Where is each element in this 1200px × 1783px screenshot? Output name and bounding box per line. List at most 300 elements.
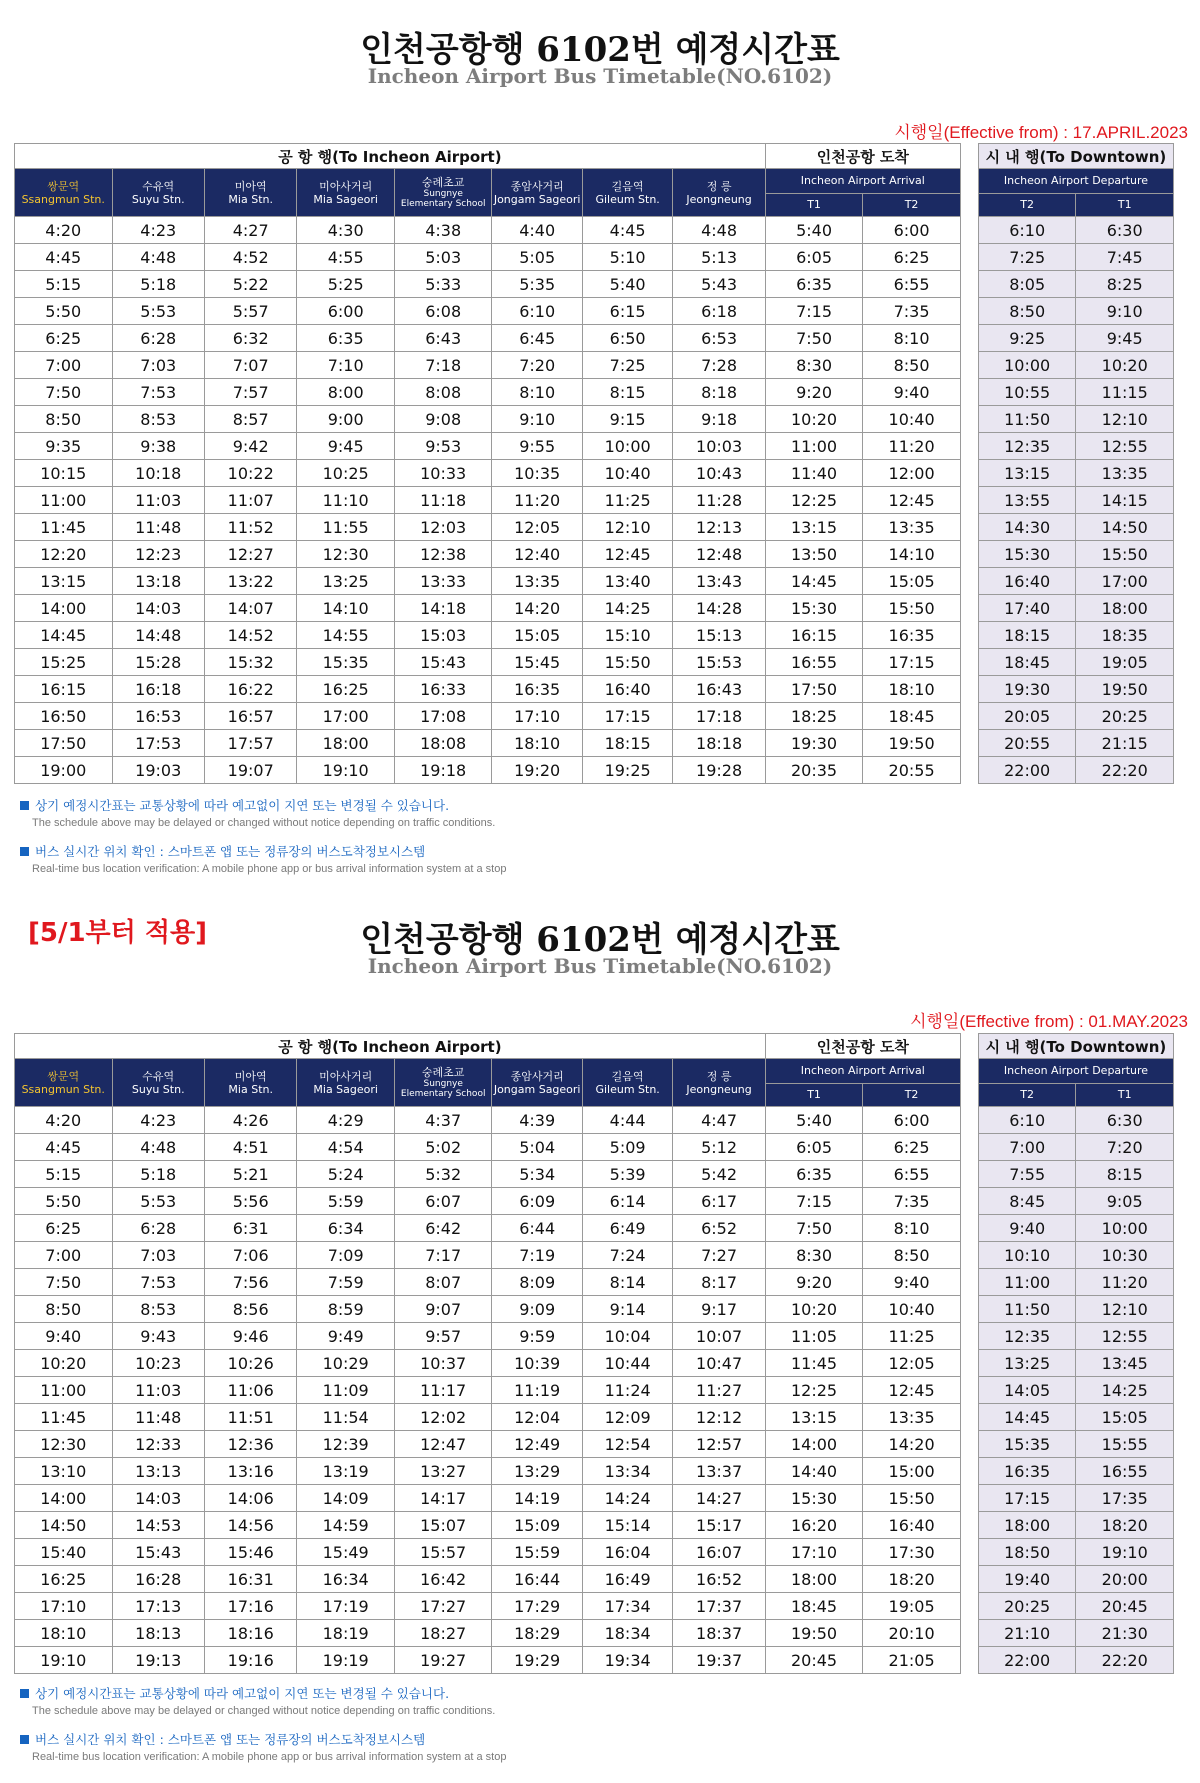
time-cell: 15:13 — [673, 622, 765, 649]
time-cell: 18:20 — [863, 1566, 961, 1593]
time-cell: 20:45 — [1076, 1593, 1174, 1620]
note-delay — [20, 796, 449, 814]
table-gap — [960, 144, 978, 784]
time-cell: 6:35 — [297, 325, 395, 352]
time-cell: 16:35 — [978, 1458, 1076, 1485]
time-cell: 8:53 — [112, 1296, 204, 1323]
note-realtime-ko: 버스 실시간 위치 확인 : 스마트폰 앱 또는 정류장의 버스도착정보시스템 — [35, 1732, 426, 1747]
time-cell: 10:20 — [15, 1350, 113, 1377]
time-cell: 11:03 — [112, 1377, 204, 1404]
time-cell: 15:03 — [394, 622, 492, 649]
time-cell: 11:18 — [394, 487, 492, 514]
time-cell: 19:25 — [582, 757, 672, 784]
time-cell: 6:52 — [673, 1215, 765, 1242]
time-cell: 9:55 — [492, 433, 582, 460]
stop-header — [582, 1059, 672, 1107]
time-cell: 5:40 — [765, 1107, 863, 1134]
time-cell: 18:20 — [1076, 1512, 1174, 1539]
time-cell: 18:00 — [297, 730, 395, 757]
time-cell: 6:55 — [863, 271, 961, 298]
time-cell: 9:45 — [297, 433, 395, 460]
time-cell: 18:45 — [765, 1593, 863, 1620]
time-cell: 10:20 — [765, 406, 863, 433]
time-cell: 8:08 — [394, 379, 492, 406]
time-cell: 4:40 — [492, 217, 582, 244]
terminal-header: T2 — [978, 1083, 1076, 1107]
time-cell: 6:32 — [204, 325, 296, 352]
time-cell: 9:57 — [394, 1323, 492, 1350]
time-cell: 4:29 — [297, 1107, 395, 1134]
time-cell: 11:27 — [673, 1377, 765, 1404]
time-cell: 13:55 — [978, 487, 1076, 514]
time-cell: 8:10 — [863, 1215, 961, 1242]
time-cell: 6:50 — [582, 325, 672, 352]
time-cell: 5:10 — [582, 244, 672, 271]
time-cell: 9:10 — [492, 406, 582, 433]
time-cell: 8:05 — [978, 271, 1076, 298]
time-cell: 16:25 — [297, 676, 395, 703]
time-cell: 9:35 — [15, 433, 113, 460]
time-cell: 20:25 — [1076, 703, 1174, 730]
time-cell: 18:10 — [15, 1620, 113, 1647]
time-cell: 17:50 — [765, 676, 863, 703]
time-cell: 16:40 — [863, 1512, 961, 1539]
time-cell: 8:15 — [582, 379, 672, 406]
table-row — [15, 1539, 1174, 1566]
time-cell: 12:00 — [863, 460, 961, 487]
time-cell: 9:15 — [582, 406, 672, 433]
time-cell: 6:31 — [204, 1215, 296, 1242]
table-row — [15, 1593, 1174, 1620]
time-cell: 18:18 — [673, 730, 765, 757]
table-row — [15, 1215, 1174, 1242]
time-cell: 11:00 — [978, 1269, 1076, 1296]
time-cell: 18:00 — [765, 1566, 863, 1593]
time-cell: 19:07 — [204, 757, 296, 784]
stop-name-en: Suyu Stn. — [131, 1082, 185, 1096]
time-cell: 16:22 — [204, 676, 296, 703]
time-cell: 6:05 — [765, 244, 863, 271]
time-cell: 13:16 — [204, 1458, 296, 1485]
time-cell: 12:27 — [204, 541, 296, 568]
time-cell: 12:55 — [1076, 433, 1174, 460]
time-cell: 13:45 — [1076, 1350, 1174, 1377]
time-cell: 9:25 — [978, 325, 1076, 352]
stop-name-ko: 종암사거리 — [510, 1069, 564, 1083]
time-cell: 11:50 — [978, 406, 1076, 433]
time-cell: 17:15 — [978, 1485, 1076, 1512]
table-row — [15, 595, 1174, 622]
time-cell: 9:45 — [1076, 325, 1174, 352]
time-cell: 5:15 — [15, 1161, 113, 1188]
stop-header — [582, 169, 672, 217]
time-cell: 17:37 — [673, 1593, 765, 1620]
time-cell: 20:55 — [863, 757, 961, 784]
time-cell: 18:19 — [297, 1620, 395, 1647]
time-cell: 10:20 — [765, 1296, 863, 1323]
time-cell: 10:43 — [673, 460, 765, 487]
time-cell: 4:48 — [112, 244, 204, 271]
time-cell: 18:13 — [112, 1620, 204, 1647]
time-cell: 20:10 — [863, 1620, 961, 1647]
stop-header — [204, 1059, 296, 1107]
time-cell: 6:55 — [863, 1161, 961, 1188]
time-cell: 14:56 — [204, 1512, 296, 1539]
time-cell: 5:12 — [673, 1134, 765, 1161]
time-cell: 14:20 — [863, 1431, 961, 1458]
time-cell: 19:50 — [765, 1620, 863, 1647]
square-bullet-icon — [20, 801, 29, 810]
time-cell: 6:45 — [492, 325, 582, 352]
time-cell: 5:09 — [582, 1134, 672, 1161]
time-cell: 10:22 — [204, 460, 296, 487]
time-cell: 8:00 — [297, 379, 395, 406]
time-cell: 7:27 — [673, 1242, 765, 1269]
time-cell: 19:20 — [492, 757, 582, 784]
time-cell: 5:15 — [15, 271, 113, 298]
time-cell: 6:07 — [394, 1188, 492, 1215]
time-cell: 19:19 — [297, 1647, 395, 1674]
time-cell: 14:00 — [15, 1485, 113, 1512]
stop-name-ko: 종암사거리 — [510, 179, 564, 193]
time-cell: 6:08 — [394, 298, 492, 325]
time-cell: 5:22 — [204, 271, 296, 298]
time-cell: 14:03 — [112, 595, 204, 622]
time-cell: 15:49 — [297, 1539, 395, 1566]
time-cell: 7:57 — [204, 379, 296, 406]
time-cell: 17:19 — [297, 1593, 395, 1620]
time-cell: 5:05 — [492, 244, 582, 271]
time-cell: 13:35 — [492, 568, 582, 595]
time-cell: 5:53 — [112, 1188, 204, 1215]
table-row — [15, 298, 1174, 325]
time-cell: 15:10 — [582, 622, 672, 649]
time-cell: 7:35 — [863, 1188, 961, 1215]
time-cell: 7:59 — [297, 1269, 395, 1296]
time-cell: 18:29 — [492, 1620, 582, 1647]
time-cell: 4:23 — [112, 1107, 204, 1134]
time-cell: 12:25 — [765, 487, 863, 514]
time-cell: 6:25 — [15, 1215, 113, 1242]
time-cell: 15:05 — [863, 568, 961, 595]
time-cell: 14:25 — [1076, 1377, 1174, 1404]
stop-name-ko: 미아역 — [234, 179, 267, 193]
time-cell: 7:45 — [1076, 244, 1174, 271]
time-cell: 6:00 — [863, 1107, 961, 1134]
time-cell: 4:39 — [492, 1107, 582, 1134]
stop-name-en: Jongam Sageori — [493, 1082, 581, 1096]
time-cell: 8:14 — [582, 1269, 672, 1296]
time-cell: 15:50 — [582, 649, 672, 676]
table-row — [15, 622, 1174, 649]
time-cell: 12:05 — [492, 514, 582, 541]
note-delay-en: The schedule above may be delayed or changed without notice depending on traffic conditions. — [32, 1705, 496, 1717]
time-cell: 13:37 — [673, 1458, 765, 1485]
stop-header — [394, 169, 492, 217]
table-row — [15, 1161, 1174, 1188]
timetable-subtitle: Incheon Airport Bus Timetable(NO.6102) — [367, 64, 833, 88]
time-cell: 22:00 — [978, 757, 1076, 784]
time-cell: 19:50 — [1076, 676, 1174, 703]
time-cell: 11:54 — [297, 1404, 395, 1431]
terminal-header: T2 — [863, 1083, 961, 1107]
time-cell: 19:10 — [15, 1647, 113, 1674]
time-cell: 11:19 — [492, 1377, 582, 1404]
table-row — [15, 433, 1174, 460]
time-cell: 17:08 — [394, 703, 492, 730]
time-cell: 15:35 — [978, 1431, 1076, 1458]
time-cell: 4:48 — [112, 1134, 204, 1161]
note-realtime-en: Real-time bus location verification: A mobile phone app or bus arrival information system at a stop — [32, 1751, 507, 1763]
terminal-header: T1 — [1076, 1083, 1174, 1107]
time-cell: 14:17 — [394, 1485, 492, 1512]
note-delay — [20, 1684, 449, 1702]
time-cell: 15:17 — [673, 1512, 765, 1539]
time-cell: 18:27 — [394, 1620, 492, 1647]
time-cell: 6:44 — [492, 1215, 582, 1242]
stop-name-en: Sungnye — [423, 1079, 463, 1089]
time-cell: 11:17 — [394, 1377, 492, 1404]
time-cell: 12:45 — [582, 541, 672, 568]
table-row — [15, 1107, 1174, 1134]
time-cell: 4:26 — [204, 1107, 296, 1134]
stop-name-ko: 수유역 — [142, 179, 175, 193]
note-realtime — [20, 842, 425, 860]
time-cell: 14:07 — [204, 595, 296, 622]
time-cell: 12:02 — [394, 1404, 492, 1431]
time-cell: 8:25 — [1076, 271, 1174, 298]
time-cell: 5:25 — [297, 271, 395, 298]
time-cell: 9:20 — [765, 379, 863, 406]
time-cell: 19:18 — [394, 757, 492, 784]
time-cell: 4:45 — [15, 1134, 113, 1161]
time-cell: 7:15 — [765, 298, 863, 325]
time-cell: 15:50 — [1076, 541, 1174, 568]
time-cell: 15:30 — [978, 541, 1076, 568]
time-cell: 16:57 — [204, 703, 296, 730]
time-cell: 13:29 — [492, 1458, 582, 1485]
table-row — [15, 649, 1174, 676]
time-cell: 7:00 — [15, 1242, 113, 1269]
time-cell: 4:54 — [297, 1134, 395, 1161]
time-cell: 15:53 — [673, 649, 765, 676]
time-cell: 16:04 — [582, 1539, 672, 1566]
time-cell: 20:55 — [978, 730, 1076, 757]
time-cell: 9:38 — [112, 433, 204, 460]
time-cell: 7:53 — [112, 379, 204, 406]
time-cell: 14:20 — [492, 595, 582, 622]
time-cell: 8:56 — [204, 1296, 296, 1323]
time-cell: 14:45 — [978, 1404, 1076, 1431]
table-gap — [960, 1034, 978, 1674]
table-row — [15, 487, 1174, 514]
timetable-title: 인천공항행 6102번 예정시간표 — [360, 920, 840, 960]
table-row — [15, 514, 1174, 541]
stop-name-ko: 길음역 — [611, 1069, 644, 1083]
time-cell: 6:00 — [863, 217, 961, 244]
stop-name-ko: 숭례초교 — [421, 176, 465, 189]
table-row — [15, 541, 1174, 568]
time-cell: 18:35 — [1076, 622, 1174, 649]
time-cell: 9:18 — [673, 406, 765, 433]
table-row — [15, 676, 1174, 703]
time-cell: 5:21 — [204, 1161, 296, 1188]
time-cell: 17:34 — [582, 1593, 672, 1620]
table-row — [15, 568, 1174, 595]
time-cell: 10:47 — [673, 1350, 765, 1377]
time-cell: 6:30 — [1076, 1107, 1174, 1134]
note-realtime — [20, 1730, 425, 1748]
time-cell: 7:17 — [394, 1242, 492, 1269]
time-cell: 5:34 — [492, 1161, 582, 1188]
caption-airport-arrival: 인천공항 도착 — [765, 1034, 960, 1059]
time-cell: 15:32 — [204, 649, 296, 676]
time-cell: 7:09 — [297, 1242, 395, 1269]
time-cell: 14:09 — [297, 1485, 395, 1512]
time-cell: 16:35 — [492, 676, 582, 703]
time-cell: 9:40 — [15, 1323, 113, 1350]
table-row — [15, 460, 1174, 487]
time-cell: 17:30 — [863, 1539, 961, 1566]
table-row — [15, 1323, 1174, 1350]
time-cell: 14:45 — [765, 568, 863, 595]
time-cell: 4:45 — [15, 244, 113, 271]
time-cell: 6:10 — [492, 298, 582, 325]
time-cell: 19:10 — [1076, 1539, 1174, 1566]
time-cell: 12:54 — [582, 1431, 672, 1458]
time-cell: 10:00 — [1076, 1215, 1174, 1242]
time-cell: 12:25 — [765, 1377, 863, 1404]
time-cell: 17:18 — [673, 703, 765, 730]
time-cell: 6:15 — [582, 298, 672, 325]
time-cell: 15:43 — [112, 1539, 204, 1566]
time-cell: 16:31 — [204, 1566, 296, 1593]
time-cell: 11:03 — [112, 487, 204, 514]
time-cell: 22:20 — [1076, 1647, 1174, 1674]
time-cell: 16:20 — [765, 1512, 863, 1539]
stop-name-ko: 수유역 — [142, 1069, 175, 1083]
time-cell: 5:39 — [582, 1161, 672, 1188]
note-realtime-ko: 버스 실시간 위치 확인 : 스마트폰 앱 또는 정류장의 버스도착정보시스템 — [35, 844, 426, 859]
time-cell: 16:18 — [112, 676, 204, 703]
time-cell: 13:15 — [978, 460, 1076, 487]
time-cell: 5:04 — [492, 1134, 582, 1161]
table-row — [15, 271, 1174, 298]
time-cell: 7:28 — [673, 352, 765, 379]
time-cell: 13:43 — [673, 568, 765, 595]
table-row — [15, 1431, 1174, 1458]
arrival-subheader: Incheon Airport Arrival — [765, 1059, 960, 1084]
time-cell: 14:10 — [863, 541, 961, 568]
time-cell: 6:25 — [863, 1134, 961, 1161]
time-cell: 7:19 — [492, 1242, 582, 1269]
table-row — [15, 1377, 1174, 1404]
time-cell: 9:42 — [204, 433, 296, 460]
time-cell: 16:33 — [394, 676, 492, 703]
time-cell: 6:43 — [394, 325, 492, 352]
time-cell: 14:06 — [204, 1485, 296, 1512]
time-cell: 7:25 — [978, 244, 1076, 271]
stop-name-ko: 미아사거리 — [319, 179, 373, 193]
time-cell: 12:03 — [394, 514, 492, 541]
time-cell: 16:50 — [15, 703, 113, 730]
time-cell: 13:15 — [15, 568, 113, 595]
time-cell: 6:49 — [582, 1215, 672, 1242]
time-cell: 11:52 — [204, 514, 296, 541]
stop-name-ko: 정 릉 — [706, 1069, 732, 1083]
time-cell: 14:40 — [765, 1458, 863, 1485]
time-cell: 12:45 — [863, 1377, 961, 1404]
time-cell: 4:44 — [582, 1107, 672, 1134]
time-cell: 15:30 — [765, 595, 863, 622]
time-cell: 6:09 — [492, 1188, 582, 1215]
time-cell: 14:48 — [112, 622, 204, 649]
time-cell: 9:59 — [492, 1323, 582, 1350]
time-cell: 4:52 — [204, 244, 296, 271]
time-cell: 13:25 — [978, 1350, 1076, 1377]
time-cell: 4:45 — [582, 217, 672, 244]
terminal-header: T1 — [765, 1083, 863, 1107]
time-cell: 14:50 — [15, 1512, 113, 1539]
time-cell: 6:25 — [15, 325, 113, 352]
time-cell: 19:50 — [863, 730, 961, 757]
time-cell: 13:10 — [15, 1458, 113, 1485]
time-cell: 17:10 — [15, 1593, 113, 1620]
time-cell: 10:30 — [1076, 1242, 1174, 1269]
table-row — [15, 1296, 1174, 1323]
time-cell: 22:00 — [978, 1647, 1076, 1674]
terminal-header: T2 — [863, 193, 961, 217]
time-cell: 6:00 — [297, 298, 395, 325]
time-cell: 12:30 — [297, 541, 395, 568]
time-cell: 4:37 — [394, 1107, 492, 1134]
stop-name-en: Mia Stn. — [228, 192, 273, 206]
time-cell: 8:30 — [765, 352, 863, 379]
time-cell: 14:50 — [1076, 514, 1174, 541]
table-row — [15, 757, 1174, 784]
time-cell: 14:03 — [112, 1485, 204, 1512]
time-cell: 20:05 — [978, 703, 1076, 730]
square-bullet-icon — [20, 847, 29, 856]
stop-name-ko: 미아사거리 — [319, 1069, 373, 1083]
time-cell: 17:00 — [1076, 568, 1174, 595]
time-cell: 9:05 — [1076, 1188, 1174, 1215]
time-cell: 19:29 — [492, 1647, 582, 1674]
time-cell: 8:30 — [765, 1242, 863, 1269]
time-cell: 9:43 — [112, 1323, 204, 1350]
effective-date: 시행일(Effective from) : 17.APRIL.2023 — [894, 123, 1188, 142]
time-cell: 7:03 — [112, 352, 204, 379]
time-cell: 18:00 — [1076, 595, 1174, 622]
time-cell: 7:53 — [112, 1269, 204, 1296]
time-cell: 10:25 — [297, 460, 395, 487]
time-cell: 6:17 — [673, 1188, 765, 1215]
time-cell: 14:18 — [394, 595, 492, 622]
time-cell: 15:07 — [394, 1512, 492, 1539]
table-row — [15, 1242, 1174, 1269]
time-cell: 10:29 — [297, 1350, 395, 1377]
time-cell: 7:50 — [15, 1269, 113, 1296]
time-cell: 5:43 — [673, 271, 765, 298]
time-cell: 6:10 — [978, 217, 1076, 244]
stop-header — [15, 169, 113, 217]
time-cell: 15:35 — [297, 649, 395, 676]
table-row — [15, 730, 1174, 757]
time-cell: 6:14 — [582, 1188, 672, 1215]
time-cell: 14:55 — [297, 622, 395, 649]
time-cell: 8:10 — [863, 325, 961, 352]
time-cell: 16:28 — [112, 1566, 204, 1593]
